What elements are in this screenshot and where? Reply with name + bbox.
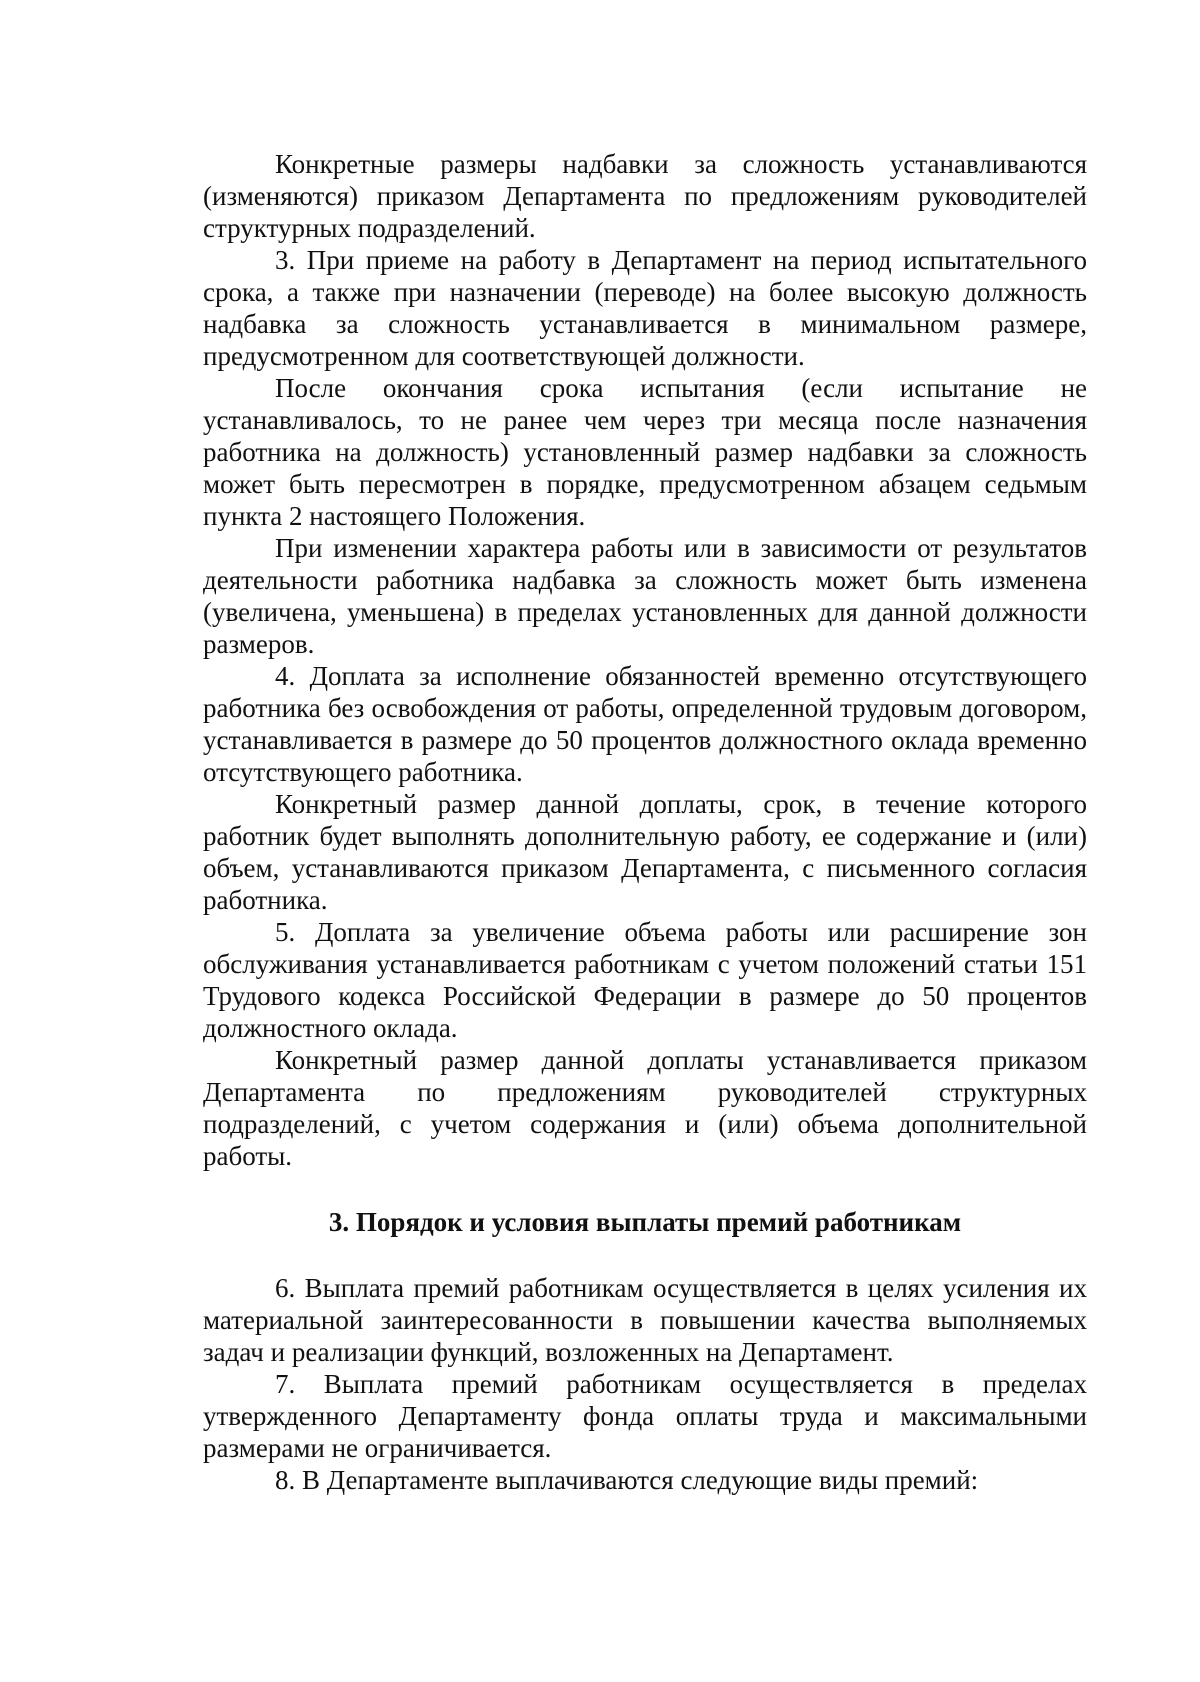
paragraph-after-probation: После окончания срока испытания (если испытание не устанавливалось, то не ранее чем через три месяца после назначения работника на должность) установленный размер надбавки за сложность может быть пересмотрен в порядке, предусмотренном абзацем седьмым пункта 2 настоящего Положения.	[203, 373, 1087, 531]
paragraph-item-8: 8. В Департаменте выплачиваются следующие виды премий:	[275, 1465, 979, 1495]
paragraph-item-4: 4. Доплата за исполнение обязанностей временно отсутствующего работника без освобождения от работы, определенной трудовым договором, устанавливается в размере до 50 процентов должностного оклада временно отсутствующего работника.	[203, 661, 1087, 787]
paragraph-item-7: 7. Выплата премий работникам осуществляется в пределах утвержденного Департаменту фонда оплаты труда и максимальными размерами не ограничивается.	[203, 1369, 1087, 1463]
section-heading: 3. Порядок и условия выплаты премий работникам	[328, 1207, 962, 1237]
paragraph-specific-allowance-5: Конкретный размер данной доплаты устанавливается приказом Департамента по предложениям руководителей структурных подразделений, с учетом содержания и (или) объема дополнительной работы.	[203, 1045, 1087, 1171]
paragraph-change-of-work: При изменении характера работы или в зависимости от результатов деятельности работника надбавка за сложность может быть изменена (увеличена, уменьшена) в пределах установленных для данной должности размеров.	[203, 533, 1087, 659]
paragraph-item-5: 5. Доплата за увеличение объема работы или расширение зон обслуживания устанавливается работникам с учетом положений статьи 151 Трудового кодекса Российской Федерации в размере до 50 процентов должностного оклада.	[203, 917, 1087, 1043]
paragraph-specific-bonus-sizes: Конкретные размеры надбавки за сложность устанавливаются (изменяются) приказом Департамента по предложениям руководителей структурных подразделений.	[203, 149, 1087, 243]
paragraph-item-6: 6. Выплата премий работникам осуществляется в целях усиления их материальной заинтересованности в повышении качества выполняемых задач и реализации функций, возложенных на Департамент.	[203, 1273, 1087, 1367]
paragraph-item-3: 3. При приеме на работу в Департамент на период испытательного срока, а также при назначении (переводе) на более высокую должность надбавка за сложность устанавливается в минимальном размере, предусмотренном для соответствующей должности.	[203, 245, 1087, 371]
document-page	[203, 148, 1087, 1496]
paragraph-specific-allowance-4: Конкретный размер данной доплаты, срок, в течение которого работник будет выполнять дополнительную работу, ее содержание и (или) объем, устанавливаются приказом Департамента, с письменного согласия работника.	[203, 789, 1087, 915]
